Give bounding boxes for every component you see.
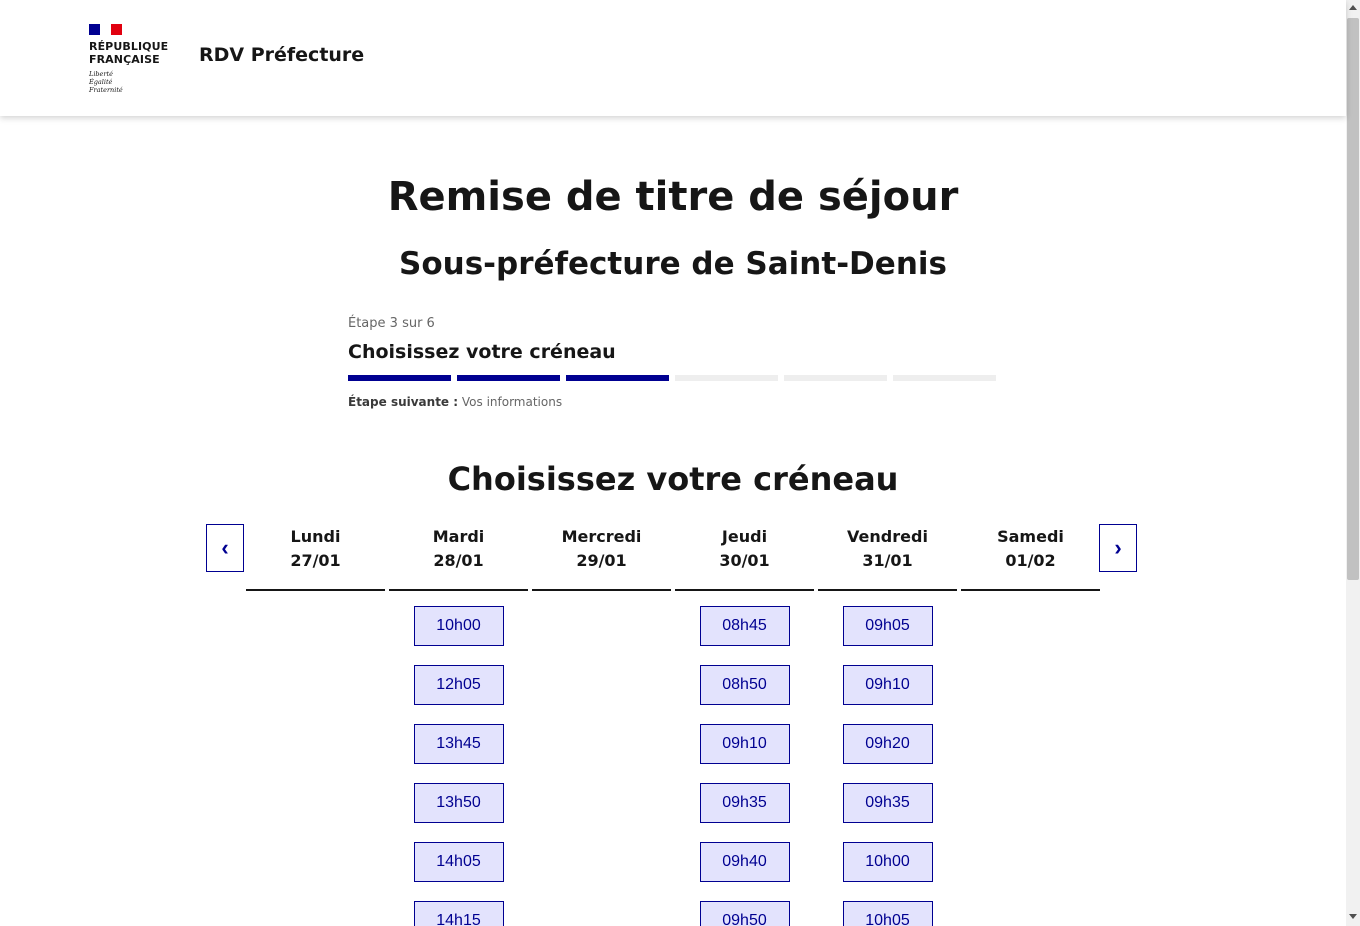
step-next-value: Vos informations [461,395,563,409]
page-subtitle: Sous-préfecture de Saint-Denis [399,246,947,282]
day-name: Mardi [432,527,485,546]
day-column [389,524,528,926]
slot-list [961,591,1100,606]
french-flag-icon [89,24,122,35]
step-progress-bar [348,375,998,381]
day-header [246,524,385,591]
calendar-days [246,524,1099,926]
day-name: Mercredi [561,527,642,546]
next-week-button[interactable] [1099,524,1137,572]
step-bar-segment [566,375,669,381]
time-slot-button[interactable]: 13h50 [414,783,504,823]
time-slot-button[interactable]: 12h05 [414,665,504,705]
time-slot-button[interactable]: 09h05 [843,606,933,646]
day-name: Samedi [997,527,1064,546]
vertical-scrollbar[interactable] [1346,0,1360,926]
time-slot-button[interactable]: 10h00 [414,606,504,646]
stepper [348,316,998,409]
day-column [675,524,814,926]
day-date: 27/01 [290,551,341,570]
day-date: 29/01 [576,551,627,570]
day-header [675,524,814,591]
step-bar-segment [675,375,778,381]
time-slot-button[interactable]: 09h10 [843,665,933,705]
time-slot-button[interactable]: 13h45 [414,724,504,764]
day-column [818,524,957,926]
time-slot-button[interactable]: 08h50 [700,665,790,705]
republique-francaise-logo[interactable] [89,24,179,94]
chevron-right-icon: › [1114,535,1122,560]
day-header [389,524,528,591]
slot-list [532,591,671,606]
motto-egalite: Égalité [89,78,113,86]
step-next [348,395,998,409]
slot-list [675,591,814,926]
time-slot-button[interactable]: 10h00 [843,842,933,882]
time-slot-button[interactable]: 09h10 [700,724,790,764]
day-name: Lundi [290,527,341,546]
chevron-left-icon: ‹ [221,535,229,560]
day-header [532,524,671,591]
service-title[interactable]: RDV Préfecture [199,44,365,66]
time-slot-button[interactable]: 14h15 [414,901,504,926]
section-title: Choisissez votre créneau [447,460,899,498]
time-slot-button[interactable]: 09h20 [843,724,933,764]
time-slot-button[interactable]: 08h45 [700,606,790,646]
day-column [246,524,385,926]
slot-list [818,591,957,926]
step-bar-segment [348,375,451,381]
day-date: 31/01 [862,551,913,570]
motto-fraternite: Fraternité [89,86,123,94]
logo-text [89,40,179,66]
time-slot-button[interactable]: 09h50 [700,901,790,926]
step-bar-segment [893,375,996,381]
day-name: Jeudi [721,527,768,546]
day-header [961,524,1100,591]
logo-line-1: RÉPUBLIQUE [89,40,169,53]
step-bar-segment [784,375,887,381]
time-slot-button[interactable]: 09h40 [700,842,790,882]
time-slot-button[interactable]: 09h35 [843,783,933,823]
scrollbar-thumb[interactable] [1347,18,1359,580]
scroll-down-arrow-icon[interactable] [1349,914,1357,919]
motto-liberte: Liberté [89,70,113,78]
step-title: Choisissez votre créneau [348,341,616,363]
logo-line-2: FRANÇAISE [89,53,160,66]
day-header [818,524,957,591]
step-count: Étape 3 sur 6 [348,316,435,331]
time-slot-button[interactable]: 14h05 [414,842,504,882]
page-title: Remise de titre de séjour [387,174,959,220]
day-date: 30/01 [719,551,770,570]
day-name: Vendredi [847,527,928,546]
site-header [0,0,1346,116]
time-slot-button[interactable]: 10h05 [843,901,933,926]
day-date: 28/01 [433,551,484,570]
day-column [961,524,1100,926]
step-next-label: Étape suivante : [348,395,459,409]
step-bar-segment [457,375,560,381]
previous-week-button[interactable] [206,524,244,572]
scroll-up-arrow-icon[interactable] [1349,5,1357,10]
day-date: 01/02 [1005,551,1056,570]
day-column [532,524,671,926]
slot-list [246,591,385,606]
logo-motto [89,70,179,94]
time-slot-button[interactable]: 09h35 [700,783,790,823]
slot-list [389,591,528,926]
